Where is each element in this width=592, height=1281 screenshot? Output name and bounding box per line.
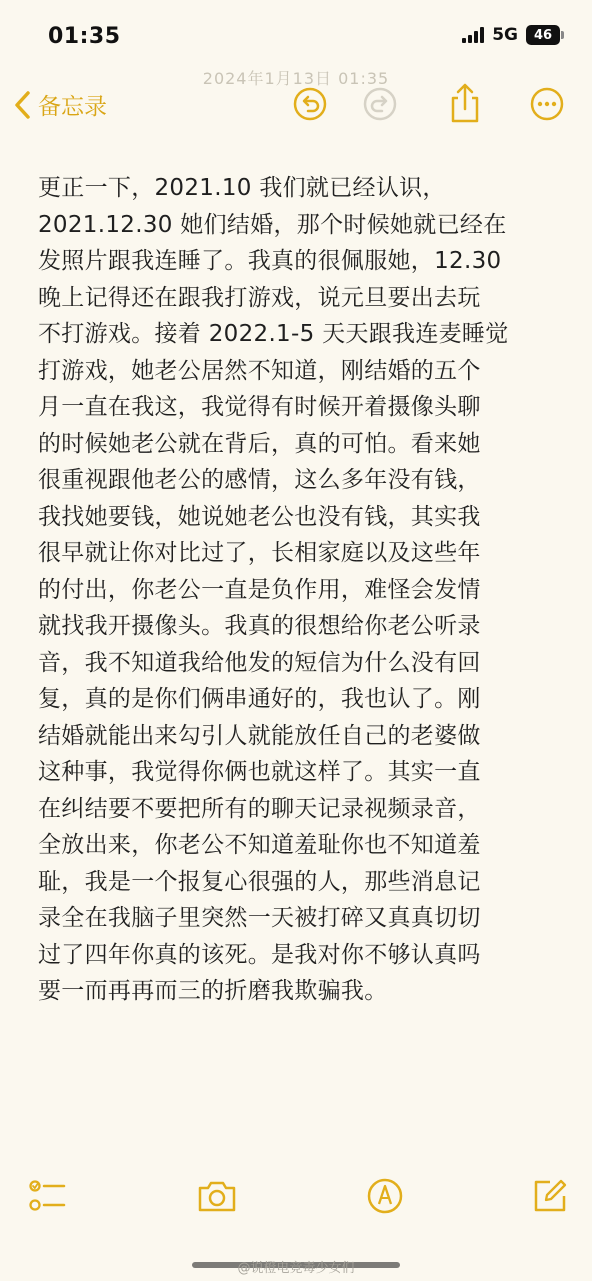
checklist-button[interactable] (28, 1176, 68, 1220)
back-label: 备忘录 (38, 94, 107, 120)
note-line: 过了四年你真的该死。是我对你不够认真吗 (38, 941, 481, 968)
nav-bar (0, 80, 592, 136)
network-type-label: 5G (492, 25, 518, 45)
cellular-signal-icon (462, 27, 484, 43)
undo-button[interactable] (292, 86, 328, 126)
note-line: 我找她要钱，她说她老公也没有钱，其实我 (38, 503, 481, 530)
battery-level: 46 (533, 27, 553, 43)
camera-button[interactable] (196, 1176, 238, 1220)
note-line: 更正一下，2021.10 我们就已经认识， (38, 175, 446, 201)
back-button[interactable] (14, 88, 107, 121)
redo-button[interactable] (362, 86, 398, 126)
camera-icon (196, 1176, 238, 1216)
note-line: 月一直在我这，我觉得有时候开着摄像头聊 (38, 394, 481, 420)
note-line: 很重视跟他老公的感情，这么多年没有钱， (38, 467, 481, 493)
compose-icon (530, 1176, 570, 1216)
note-line: 全放出来，你老公不知道羞耻你也不知道羞 (38, 832, 481, 858)
more-button[interactable] (529, 86, 565, 126)
share-icon (447, 82, 483, 124)
compose-button[interactable] (530, 1176, 570, 1220)
status-bar (0, 0, 592, 70)
note-line: 不打游戏。接着 2022.1-5 天天跟我连麦睡觉 (38, 321, 509, 347)
note-line: 2021.12.30 她们结婚，那个时候她就已经在 (38, 211, 507, 238)
note-line: 音，我不知道我给他发的短信为什么没有回 (38, 649, 481, 676)
note-line: 发照片跟我连睡了。我真的很佩服她，12.30 (38, 248, 502, 274)
note-line: 很早就让你对比过了，长相家庭以及这些年 (38, 540, 481, 566)
redo-icon (362, 86, 398, 122)
more-icon (529, 86, 565, 122)
note-line: 的付出，你老公一直是负作用，难怪会发情 (38, 576, 481, 603)
note-line: 晚上记得还在跟我打游戏，说元旦要出去玩 (38, 284, 481, 311)
pen-tip-icon (365, 1176, 405, 1216)
note-line: 耻，我是一个报复心很强的人，那些消息记 (38, 868, 481, 895)
note-line: 复，真的是你们俩串通好的，我也认了。刚 (38, 686, 481, 712)
note-date: 2024年1月13日 01:35 (202, 69, 390, 88)
note-line: 要一而再再而三的折磨我欺骗我。 (38, 978, 388, 1004)
note-line: 这种事，我觉得你俩也就这样了。其实一直 (38, 759, 481, 785)
status-time: 01:35 (48, 24, 121, 49)
chevron-left-icon (14, 90, 32, 120)
note-line: 在纠结要不要把所有的聊天记录视频录音， (38, 795, 481, 822)
note-line: 录全在我脑子里突然一天被打碎又真真切切 (38, 905, 481, 931)
share-button[interactable] (447, 82, 483, 128)
checklist-icon (28, 1176, 68, 1216)
note-text[interactable] (38, 170, 558, 1010)
status-indicators (462, 25, 560, 45)
note-line: 结婚就能出来勾引人就能放任自己的老婆做 (38, 722, 481, 749)
undo-icon (292, 86, 328, 122)
note-line: 的时候她老公就在背后，真的可怕。看来她 (38, 430, 481, 457)
note-line: 打游戏，她老公居然不知道，刚结婚的五个 (38, 357, 481, 384)
battery-icon (526, 25, 560, 45)
markup-button[interactable] (365, 1176, 405, 1220)
note-line: 就找我开摄像头。我真的很想给你老公听录 (38, 613, 481, 639)
watermark: @说橙电竞毒少女们 (237, 1261, 355, 1276)
